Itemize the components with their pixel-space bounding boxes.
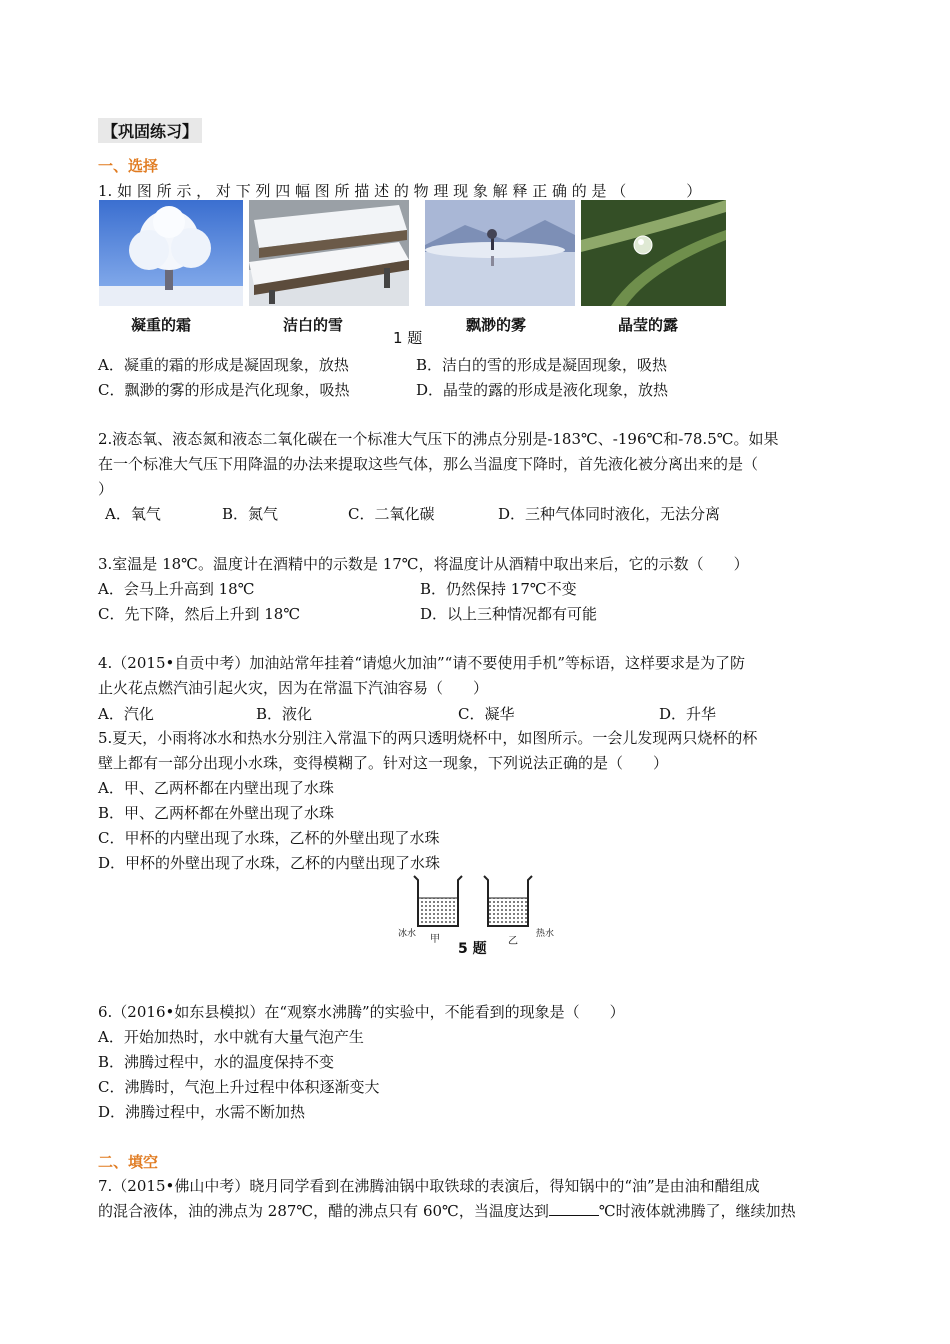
q5-option-d: D．甲杯的外壁出现了水珠，乙杯的内壁出现了水珠	[98, 854, 441, 872]
q2-stem-line1: 2.液态氧、液态氮和液态二氧化碳在一个标准大气压下的沸点分别是-183℃、-196℃和-78.5℃。如果	[98, 430, 779, 448]
section-choice-title: 一、选择	[98, 157, 159, 175]
q3-option-a: A．会马上升高到 18℃	[98, 580, 255, 598]
section-fill-title: 二、填空	[98, 1153, 159, 1171]
q4-option-c: C．凝华	[458, 705, 515, 723]
caption-dew: 晶莹的露	[618, 316, 679, 334]
q3-option-d: D．以上三种情况都有可能	[420, 605, 598, 623]
q3-option-c: C．先下降，然后上升到 18℃	[98, 605, 301, 623]
caption-snow: 洁白的雪	[283, 316, 344, 334]
q4-option-d: D．升华	[659, 705, 717, 723]
q2-option-a: A．氧气	[105, 505, 161, 523]
q4-option-b: B．液化	[256, 705, 313, 723]
dew-leaf-photo	[581, 200, 726, 306]
q6-option-c: C．沸腾时，气泡上升过程中体积逐渐变大	[98, 1078, 380, 1096]
label-beaker-yi: 乙	[508, 936, 518, 947]
q2-option-c: C．二氧化碳	[348, 505, 435, 523]
q2-stem-line3: ）	[98, 480, 114, 498]
q5-option-c: C．甲杯的内壁出现了水珠，乙杯的外壁出现了水珠	[98, 829, 440, 847]
figure-label-q5: 5 题	[458, 941, 487, 957]
q1-option-a: A．凝重的霜的形成是凝固现象，放热	[98, 356, 349, 374]
label-ice-water: 冰水	[398, 929, 417, 939]
label-beaker-jia: 甲	[430, 934, 440, 945]
q7-answer-blank[interactable]	[549, 1203, 599, 1216]
figure-label-q1: 1 题	[393, 329, 423, 347]
q4-stem-line1: 4.（2015•自贡中考）加油站常年挂着“请熄火加油”“请不要使用手机”等标语，这样要求是为了防	[98, 654, 746, 672]
q5-option-b: B．甲、乙两杯都在外壁出现了水珠	[98, 804, 335, 822]
q2-option-b: B．氮气	[222, 505, 279, 523]
q7-line2-after-blank: ℃时液体就沸腾了，继续加热	[598, 1202, 796, 1220]
label-hot-water: 热水	[536, 929, 555, 939]
beakers-figure	[396, 872, 556, 934]
q5-stem-line2: 壁上都有一部分出现小水珠，变得模糊了。针对这一现象，下列说法正确的是（ ）	[98, 754, 669, 772]
q6-stem: 6.（2016•如东县模拟）在“观察水沸腾”的实验中，不能看到的现象是（ ）	[98, 1003, 625, 1021]
q7-stem-line2	[98, 1200, 796, 1221]
q1-option-d: D．晶莹的露的形成是液化现象，放热	[416, 381, 669, 399]
mist-lake-photo	[425, 200, 575, 306]
q4-stem-line2: 止火花点燃汽油引起火灾，因为在常温下汽油容易（ ）	[98, 679, 489, 697]
q3-stem: 3.室温是 18℃。温度计在酒精中的示数是 17℃，将温度计从酒精中取出来后，它的示数（ ）	[98, 555, 749, 573]
q6-option-b: B．沸腾过程中，水的温度保持不变	[98, 1053, 335, 1071]
q5-option-a: A．甲、乙两杯都在内壁出现了水珠	[98, 779, 334, 797]
frost-photo	[99, 200, 243, 306]
q2-stem-line2: 在一个标准大气压下用降温的办法来提取这些气体，那么当温度下降时，首先液化被分离出来的是（	[98, 455, 759, 473]
q7-line2-before-blank: 的混合液体，油的沸点为 287℃，醋的沸点只有 60℃，当温度达到	[98, 1202, 549, 1220]
q4-option-a: A．汽化	[98, 705, 154, 723]
caption-mist: 飘渺的雾	[466, 316, 527, 334]
q2-option-d: D．三种气体同时液化，无法分离	[498, 505, 721, 523]
q1-option-b: B．洁白的雪的形成是凝固现象，吸热	[416, 356, 668, 374]
q6-option-d: D．沸腾过程中，水需不断加热	[98, 1103, 306, 1121]
q6-option-a: A．开始加热时，水中就有大量气泡产生	[98, 1028, 364, 1046]
caption-frost: 凝重的霜	[131, 316, 192, 334]
snow-bench-photo	[249, 200, 409, 306]
q1-option-c: C．飘渺的雾的形成是汽化现象，吸热	[98, 381, 350, 399]
q3-option-b: B．仍然保持 17℃不变	[420, 580, 577, 598]
practice-header: 【巩固练习】	[98, 118, 202, 143]
q1-stem: 1. 如 图 所 示 ， 对 下 列 四 幅 图 所 描 述 的 物 理 现 象 解 释 正 确 的 是 （ ）	[98, 182, 702, 200]
q7-stem-line1: 7.（2015•佛山中考）晓月同学看到在沸腾油锅中取铁球的表演后，得知锅中的“油”是由油和醋组成	[98, 1177, 760, 1195]
q5-stem-line1: 5.夏天，小雨将冰水和热水分别注入常温下的两只透明烧杯中，如图所示。一会儿发现两只烧杯的杯	[98, 729, 758, 747]
